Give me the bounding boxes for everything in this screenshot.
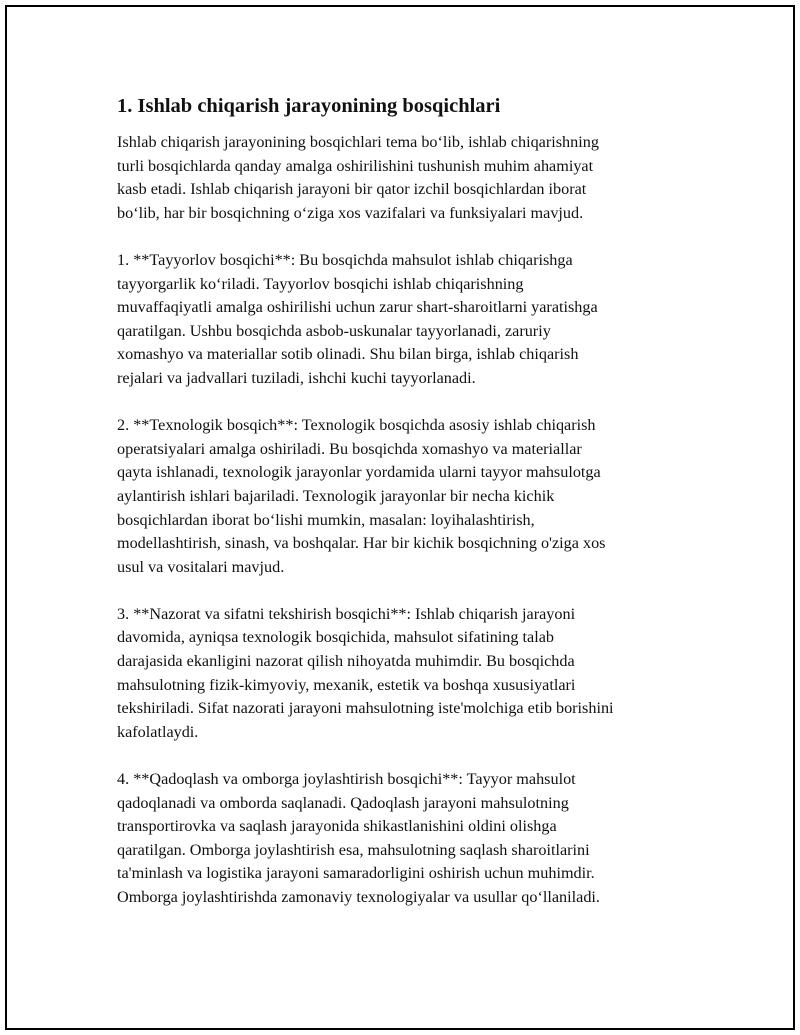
text-line: qayta ishlanadi, texnologik jarayonlar yordamida ularni tayyor mahsulotga — [117, 463, 601, 482]
text-line: tayyorgarlik ko‘riladi. Tayyorlov bosqichi ishlab chiqarishning — [117, 274, 524, 293]
text-line: transportirovka va saqlash jarayonida shikastlanishini oldini olishga — [117, 817, 557, 836]
text-line: Omborga joylashtirishda zamonaviy texnologiyalar va usullar qo‘llaniladi. — [117, 888, 600, 906]
stage-2-paragraph — [117, 414, 702, 579]
text-line: darajasida ekanligini nazorat qilish nihoyatda muhimdir. Bu bosqichda — [117, 652, 575, 671]
intro-paragraph — [117, 131, 702, 225]
text-line: qaratilgan. Omborga joylashtirish esa, mahsulotning saqlash sharoitlarini — [117, 840, 590, 859]
text-line: xomashyo va materiallar sotib olinadi. Shu bilan birga, ishlab chiqarish — [117, 345, 579, 364]
text-line: aylantirish ishlari bajariladi. Texnologik jarayonlar bir necha kichik — [117, 486, 555, 505]
text-line: bosqichlardan iborat bo‘lishi mumkin, masalan: loyihalashtirish, — [117, 510, 535, 529]
stage-1-paragraph — [117, 249, 702, 391]
section-heading: 1. Ishlab chiqarish jarayonining bosqichlari — [117, 95, 501, 117]
text-line: Ishlab chiqarish jarayonining bosqichlari tema bo‘lib, ishlab chiqarishning — [117, 133, 599, 151]
text-line: 3. **Nazorat va sifatni tekshirish bosqichi**: Ishlab chiqarish jarayoni — [117, 604, 576, 623]
text-line: kafolatlaydi. — [117, 722, 199, 741]
text-line: 4. **Qadoqlash va omborga joylashtirish bosqichi**: Tayyor mahsulot — [117, 770, 576, 789]
text-line: 2. **Texnologik bosqich**: Texnologik bosqichda asosiy ishlab chiqarish — [117, 416, 596, 435]
text-line: tekshiriladi. Sifat nazorati jarayoni mahsulotning iste'molchiga etib borishini — [117, 699, 614, 718]
text-line: usul va vositalari mavjud. — [117, 557, 285, 576]
stage-4-paragraph — [117, 768, 702, 910]
text-line: ta'minlash va logistika jarayoni samaradorligini oshirish uchun muhimdir. — [117, 864, 595, 883]
stage-3-paragraph — [117, 603, 702, 745]
text-line: davomida, ayniqsa texnologik bosqichida, mahsulot sifatining talab — [117, 628, 554, 647]
text-line: modellashtirish, sinash, va boshqalar. Har bir kichik bosqichning o'ziga xos — [117, 534, 606, 553]
text-line: muvaffaqiyatli amalga oshirilishi uchun zarur shart-sharoitlarni yaratishga — [117, 298, 598, 317]
text-line: operatsiyalari amalga oshiriladi. Bu bosqichda xomashyo va materiallar — [117, 439, 582, 458]
text-line: qaratilgan. Ushbu bosqichda asbob-uskunalar tayyorlanadi, zaruriy — [117, 321, 551, 340]
text-line: rejalari va jadvallari tuziladi, ishchi kuchi tayyorlanadi. — [117, 368, 476, 387]
text-line: bo‘lib, har bir bosqichning o‘ziga xos vazifalari va funksiyalari mavjud. — [117, 203, 584, 222]
text-line: qadoqlanadi va omborda saqlanadi. Qadoqlash jarayoni mahsulotning — [117, 793, 569, 812]
text-line: mahsulotning fizik-kimyoviy, mexanik, estetik va boshqa xususiyatlari — [117, 675, 576, 694]
text-line: kasb etadi. Ishlab chiqarish jarayoni bir qator izchil bosqichlardan iborat — [117, 180, 587, 199]
document-body — [117, 93, 702, 933]
text-line: turli bosqichlarda qanday amalga oshirilishini tushunish muhim ahamiyat — [117, 156, 594, 175]
text-line: 1. **Tayyorlov bosqichi**: Bu bosqichda mahsulot ishlab chiqarishga — [117, 250, 573, 269]
